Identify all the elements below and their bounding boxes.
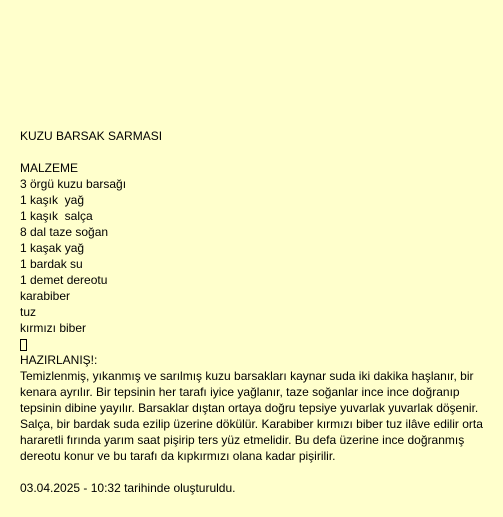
ingredient-item: karabiber — [20, 289, 71, 303]
ingredient-item: 1 kaşak yağ — [20, 241, 85, 255]
ingredient-item: 1 kaşık yağ — [20, 193, 85, 207]
ingredient-item: tuz — [20, 305, 37, 319]
ingredient-item: 3 örgü kuzu barsağı — [20, 177, 127, 191]
preparation-text: Temizlenmiş, yıkanmış ve sarılmış kuzu barsakları kaynar suda iki dakika haşlanır, bir kenara ayrılır. Bir tepsinin her tarafı iyice yağlanır, taze soğanlar ince ince doğranıp tepsinin dibine yayılır. Barsaklar dıştan ortaya doğru tepsiye yuvarlak yuvarlak döşenir. Salça, bir bardak suda ezilip üzerine dökülür. Karabiber kırmızı biber tuz ilâve edilir orta hararetli fırında yarım saat pişirip ters yüz etmelidir. Bu defa üzerine ince doğranmış dereotu konur ve bu tarafı da kıpkırmızı olana kadar pişirilir. — [20, 369, 483, 463]
blank-line — [20, 144, 490, 160]
ingredient-item: 1 demet dereotu — [20, 273, 108, 287]
preparation-heading: HAZIRLANIŞ!: — [20, 353, 98, 367]
missing-glyph-line — [20, 336, 490, 352]
created-timestamp: 03.04.2025 - 10:32 tarihinde oluşturuldu. — [20, 481, 236, 495]
ingredient-item: 1 kaşık salça — [20, 209, 93, 223]
ingredient-item: 1 bardak su — [20, 257, 83, 271]
recipe-document — [20, 128, 490, 496]
ingredient-item: kırmızı biber — [20, 321, 87, 335]
recipe-title: KUZU BARSAK SARMASI — [20, 129, 163, 143]
ingredients-heading: MALZEME — [20, 161, 79, 175]
missing-glyph-box-icon — [20, 339, 27, 351]
ingredient-item: 8 dal taze soğan — [20, 225, 109, 239]
